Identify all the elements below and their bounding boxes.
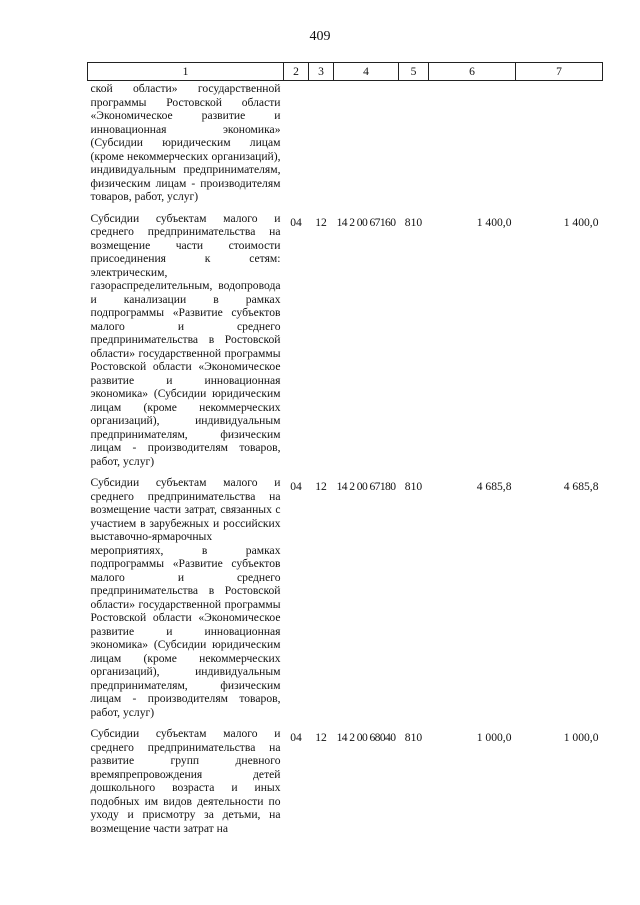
page-number: 409 xyxy=(309,29,331,44)
row-subsection: 12 xyxy=(315,480,327,493)
column-header-3: 3 xyxy=(309,63,334,81)
row-target-code: 14 2 00 68040 xyxy=(336,731,396,744)
column-header-7: 7 xyxy=(516,63,603,81)
table-row xyxy=(88,210,603,475)
row-expense-type xyxy=(399,81,429,210)
row-section xyxy=(284,81,309,210)
row-subsection: 12 xyxy=(315,731,327,744)
row-amount-1 xyxy=(429,81,516,210)
row-expense-type: 810 xyxy=(404,731,423,744)
column-header-2: 2 xyxy=(284,63,309,81)
table-row xyxy=(88,474,603,725)
column-header-1: 1 xyxy=(88,63,284,81)
row-expense-type: 810 xyxy=(404,215,423,229)
row-description: Субсидии субъектам малого и среднего предпринимательства на возмещение части затрат, связанных с участием в зарубежных и российских выставочно-ярмарочных мероприятиях, в рамках подпрограммы «Развитие субъектов малого и среднего предпринимательства в Ростовской области» государственной программы Ростовской области «Экономическое развитие и инновационная экономика» (Субсидии юридическим лицам (кроме некоммерческих организаций), индивидуальным предпринимателям, физическим лицам - производителям товаров, работ, услуг) xyxy=(90,476,281,719)
row-amount-1: 1 000,0 xyxy=(476,731,512,744)
row-amount-1: 4 685,8 xyxy=(476,480,512,493)
row-section: 04 xyxy=(290,215,302,229)
row-amount-2: 4 685,8 xyxy=(563,480,599,493)
row-section: 04 xyxy=(290,480,302,493)
row-target-code xyxy=(334,81,399,210)
row-description: Субсидии субъектам малого и среднего предпринимательства на возмещение части стоимости присоединения к сетям: электрическим, газораспределительным, водопровода и канализации в рамках подпрограммы «Развитие субъектов малого и среднего предпринимательства в Ростовской области» государственной программы Ростовской области «Экономическое развитие и инновационная экономика» (Субсидии юридическим лицам (кроме некоммерческих организаций), индивидуальным предпринимателям, физическим лицам - производителям товаров, работ, услуг) xyxy=(90,211,281,468)
row-description: Субсидии субъектам малого и среднего предпринимательства на развитие групп дневного времяпрепровождения детей дошкольного возраста и иных подобных им видов деятельности по уходу и присмотру за детьми, на возмещение части затрат на xyxy=(90,727,281,835)
row-target-code: 14 2 00 67160 xyxy=(336,215,396,229)
row-amount-2: 1 400,0 xyxy=(563,215,599,229)
row-amount-1: 1 400,0 xyxy=(476,215,512,229)
row-amount-2 xyxy=(516,81,603,210)
row-expense-type: 810 xyxy=(404,480,423,493)
row-subsection xyxy=(309,81,334,210)
row-amount-2: 1 000,0 xyxy=(563,731,599,744)
table-header-row xyxy=(88,63,603,81)
row-subsection: 12 xyxy=(315,215,327,229)
row-target-code: 14 2 00 67180 xyxy=(336,480,396,493)
table-row xyxy=(88,81,603,210)
column-header-4: 4 xyxy=(334,63,399,81)
column-header-6: 6 xyxy=(429,63,516,81)
row-section: 04 xyxy=(290,731,302,744)
budget-table xyxy=(87,62,603,841)
row-description: ской области» государственной программы Ростовской области «Экономическое развитие и инновационная экономика» (Субсидии юридическим лицам (кроме некоммерческих организаций), индивидуальным предпринимателям, физическим лицам - производителям товаров, работ, услуг) xyxy=(90,82,281,203)
table-row xyxy=(88,725,603,841)
column-header-5: 5 xyxy=(399,63,429,81)
